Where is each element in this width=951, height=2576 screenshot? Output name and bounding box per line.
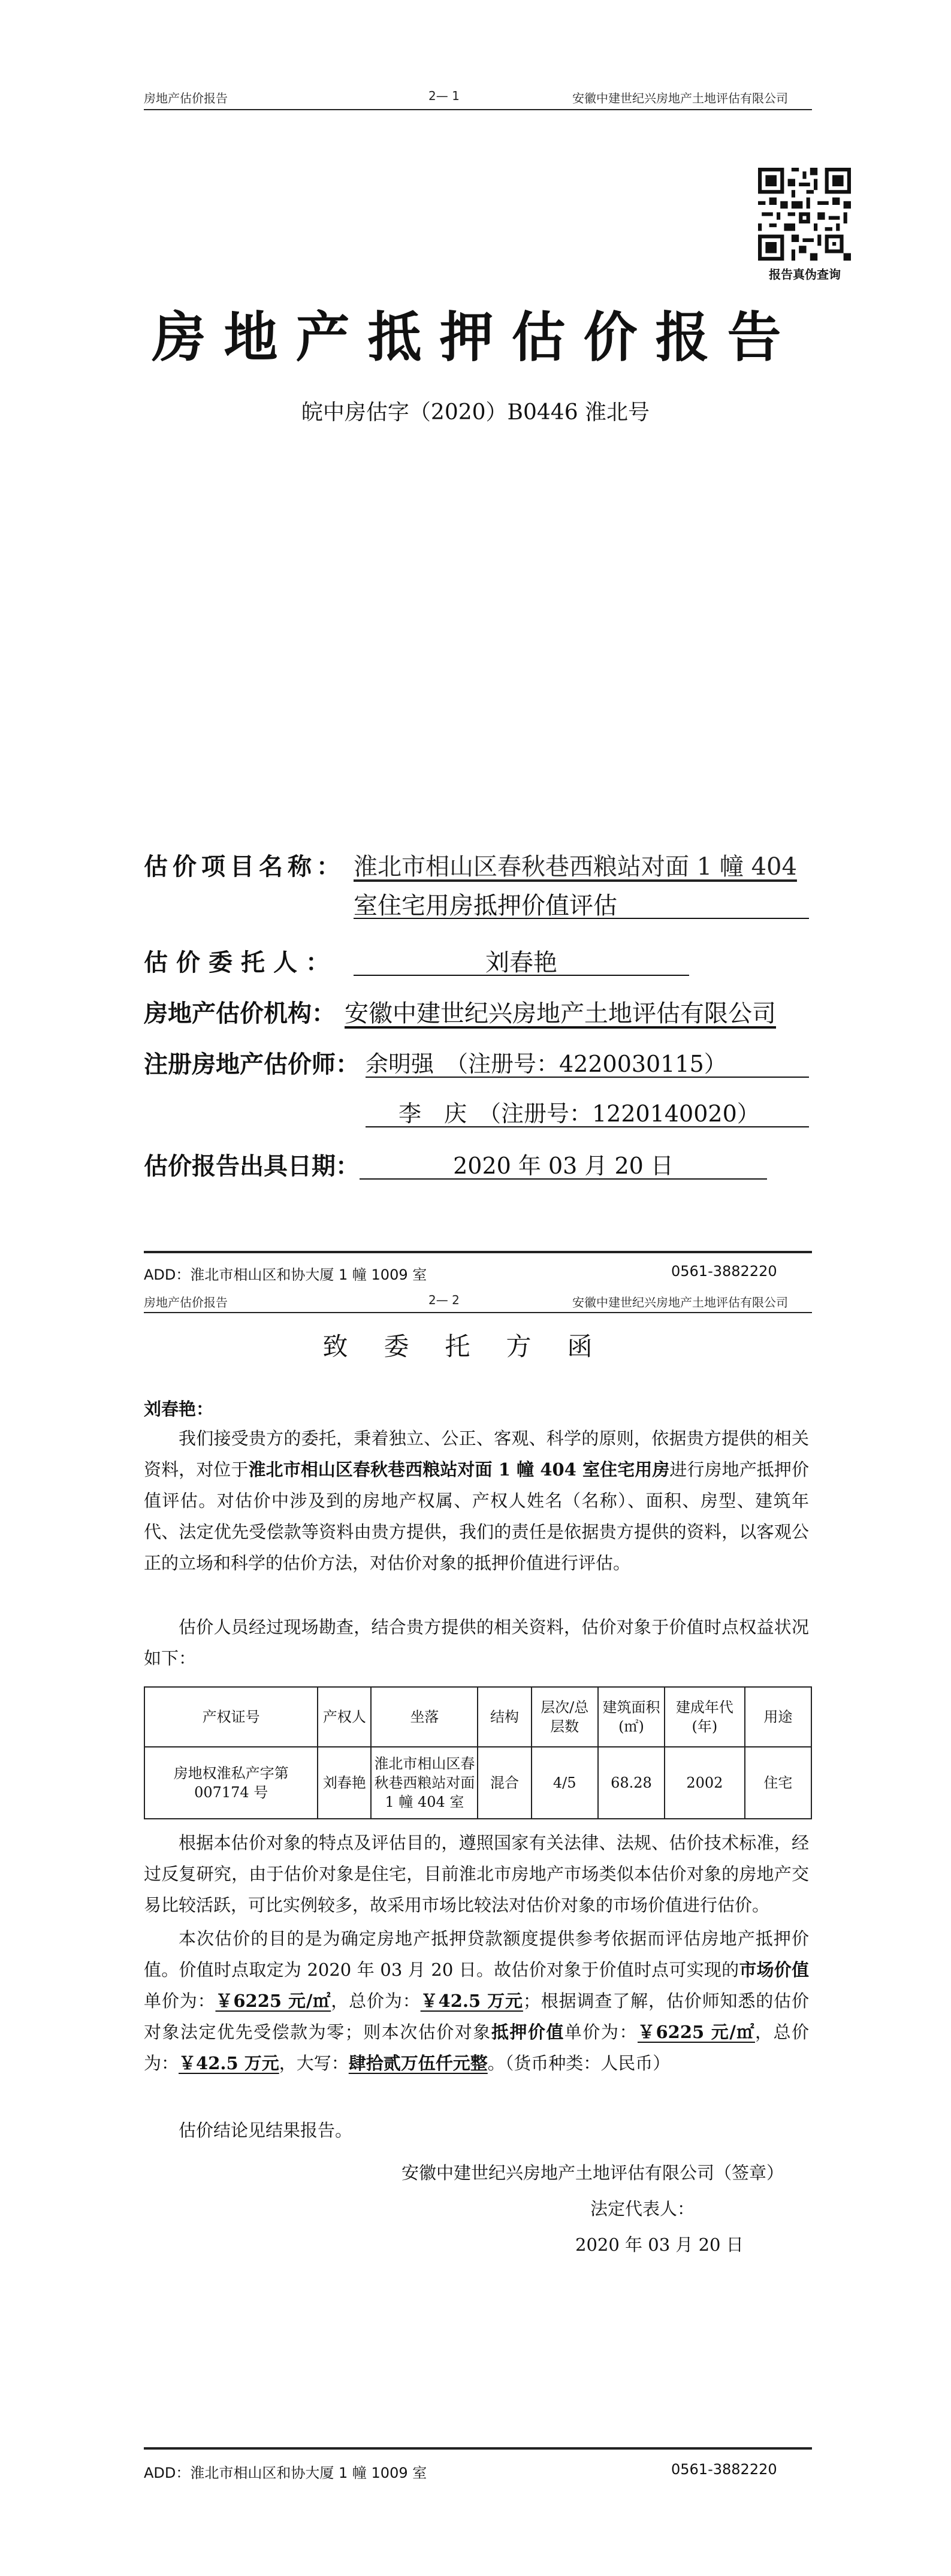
p4-mortgage-value-label: 抵押价值 — [491, 2022, 564, 2042]
agency-value: 安徽中建世纪兴房地产土地评估有限公司 — [345, 1000, 776, 1027]
project-name-value-1: 淮北市相山区春秋巷西粮站对面 1 幢 404 — [354, 853, 797, 881]
issue-date-label: 估价报告出具日期： — [144, 1153, 360, 1180]
footer-address-2: ADD：淮北市相山区和协大厦 1 幢 1009 室 — [144, 2465, 427, 2481]
appraiser1-underline — [366, 1077, 809, 1078]
p1-text-a: 我们接受贵方的委托，秉着独立、公正、客观、科学的原则，依据贵方提供的相关资料，对位于 — [144, 1428, 809, 1480]
p1-property-address: 淮北市相山区春秋巷西粮站对面 1 幢 404 室住宅用房 — [248, 1459, 670, 1480]
report-number: 皖中房估字（2020）B0446 淮北号 — [301, 400, 650, 425]
p4-text-c: 单价为： — [144, 1991, 216, 2011]
footer-rule — [144, 1251, 812, 1253]
p4-text-h: ，大写： — [279, 2053, 349, 2073]
table-header: 坐落 — [371, 1687, 478, 1747]
p4-text-i: 。（货币种类：人民币） — [487, 2053, 671, 2073]
table-cell: 刘春艳 — [318, 1747, 371, 1819]
qr-code — [758, 168, 851, 261]
p4-text-a: 本次估价的目的是为确定房地产抵押贷款额度提供参考依据而评估房地产抵押价值。价值时点取定为 2020 年 03 月 20 日。故估价对象于价值时点可实现的 — [144, 1928, 809, 1980]
client-underline — [354, 975, 689, 976]
footer-phone: 0561-3882220 — [671, 1263, 777, 1280]
table-header: 结构 — [478, 1687, 531, 1747]
paragraph-2: 估价人员经过现场勘查，结合贵方提供的相关资料，估价对象于价值时点权益状况如下： — [144, 1617, 809, 1668]
header-left-2: 房地产估价报告 — [144, 1295, 228, 1310]
project-name-value-2: 室住宅用房抵押价值评估 — [354, 892, 617, 920]
table-header: 建成年代(年) — [665, 1687, 745, 1747]
paragraph-5: 估价结论见结果报告。 — [179, 2120, 353, 2140]
table-cell: 住宅 — [745, 1747, 811, 1819]
header-left: 房地产估价报告 — [144, 91, 228, 105]
property-table — [144, 1686, 812, 1819]
table-cell: 2002 — [665, 1747, 745, 1819]
letter-title: 致委托方函 — [322, 1332, 629, 1361]
project-underline — [354, 918, 809, 919]
appraiser-2: 李 庆 （注册号：1220140020） — [398, 1100, 760, 1127]
table-header: 产权证号 — [144, 1687, 318, 1747]
salutation: 刘春艳： — [144, 1399, 214, 1419]
table-header: 产权人 — [318, 1687, 371, 1747]
paragraph-4 — [144, 1923, 809, 2079]
project-name-label: 估价项目名称： — [144, 853, 345, 881]
qr-caption: 报告真伪查询 — [769, 267, 841, 282]
p4-text-g: ，总价为： — [144, 2022, 809, 2073]
paragraph-3: 根据本估价对象的特点及评估目的，遵照国家有关法律、法规、估价技术标准，经过反复研究，由于估价对象是住宅，目前淮北市房地产市场类似本估价对象的房地产交易比较活跃，可比实例较多，故采用市场比较法对估价对象的市场价值进行估价。 — [144, 1833, 809, 1915]
table-header: 层次/总层数 — [532, 1687, 598, 1747]
p4-text-e: ；根据调查了解，估价师知悉的估价对象法定优先受偿款为零；则本次估价对象 — [144, 1991, 809, 2042]
table-cell: 68.28 — [598, 1747, 665, 1819]
table-cell: 混合 — [478, 1747, 531, 1819]
appraiser-label: 注册房地产估价师： — [144, 1051, 360, 1078]
table-header: 用途 — [745, 1687, 811, 1747]
footer-phone-2: 0561-3882220 — [671, 2461, 777, 2478]
signature-company: 安徽中建世纪兴房地产土地评估有限公司（签章） — [401, 2163, 784, 2183]
report-title: 房地产抵押估价报告 — [152, 306, 799, 369]
issue-date-value: 2020 年 03 月 20 日 — [453, 1153, 674, 1179]
p4-mortgage-unit-price: ￥6225 元/㎡ — [637, 2022, 755, 2042]
page-number-2: 2— 2 — [428, 1293, 460, 1307]
footer-rule-2 — [144, 2447, 812, 2450]
header-rule-2 — [144, 1312, 812, 1313]
table-cell: 淮北市相山区春秋巷西粮站对面 1 幢 404 室 — [371, 1747, 478, 1819]
client-value: 刘春艳 — [485, 949, 557, 976]
table-header: 建筑面积(㎡) — [598, 1687, 665, 1747]
agency-label: 房地产估价机构： — [144, 1000, 336, 1027]
header-right-2: 安徽中建世纪兴房地产土地评估有限公司 — [572, 1295, 788, 1310]
header-rule — [144, 109, 812, 110]
table-row — [144, 1747, 811, 1819]
table-header-row — [144, 1687, 811, 1747]
page-number: 2— 1 — [428, 89, 460, 103]
signature-representative: 法定代表人： — [590, 2199, 695, 2219]
table-cell: 房地权淮私产字第 007174 号 — [144, 1747, 318, 1819]
p4-text-d: ，总价为： — [331, 1991, 421, 2011]
appraiser-1: 余明强 （注册号：4220030115） — [366, 1051, 727, 1077]
p4-market-unit-price: ￥6225 元/㎡ — [215, 1991, 331, 2011]
p1-text-b: 进行房地产抵押价值评估。对估价中涉及到的房地产权属、产权人姓名（名称）、面积、房型、建筑年代、法定优先受偿款等资料由贵方提供，我们的责任是依据贵方提供的资料，以客观公正的立场和科学的估价方法，对估价对象的抵押价值进行评估。 — [144, 1459, 809, 1573]
signature-date: 2020 年 03 月 20 日 — [575, 2235, 744, 2255]
footer-address: ADD：淮北市相山区和协大厦 1 幢 1009 室 — [144, 1266, 427, 1283]
p4-market-value-label: 市场价值 — [739, 1960, 809, 1980]
table-cell: 4/5 — [532, 1747, 598, 1819]
client-label: 估价委托人： — [144, 949, 338, 976]
paragraph-1 — [144, 1423, 809, 1579]
date-underline — [360, 1178, 767, 1180]
p4-market-total-price: ￥42.5 万元 — [420, 1991, 523, 2011]
appraiser2-underline — [366, 1126, 809, 1127]
p4-mortgage-total-price: ￥42.5 万元 — [179, 2053, 279, 2073]
p4-text-f: 单价为： — [564, 2022, 638, 2042]
p4-amount-in-words: 肆拾贰万伍仟元整 — [348, 2053, 488, 2073]
header-right: 安徽中建世纪兴房地产土地评估有限公司 — [572, 91, 788, 105]
